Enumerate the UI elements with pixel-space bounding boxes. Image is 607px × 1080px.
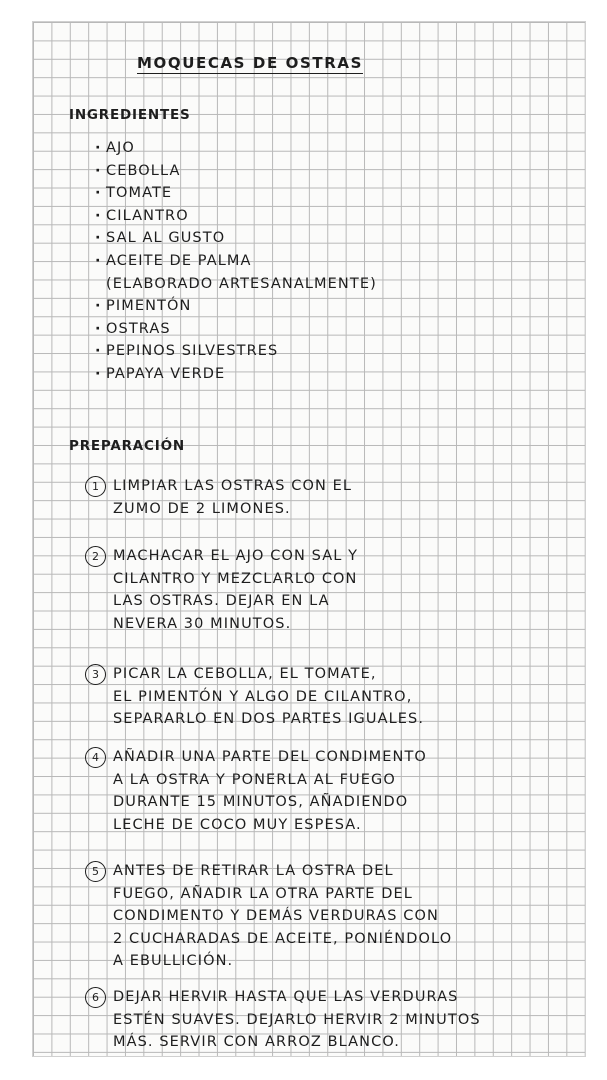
step-line: ZUMO DE 2 LIMONES. [113, 500, 291, 517]
step-line: EL PIMENTÓN Y ALGO DE CILANTRO, [113, 688, 413, 705]
step-line: SEPARARLO EN DOS PARTES IGUALES. [113, 711, 425, 728]
ingredient-item [95, 137, 377, 160]
step-number-badge: 1 [85, 476, 106, 497]
grid-paper-sheet [33, 22, 585, 1056]
ingredient-label: PAPAYA VERDE [106, 365, 226, 382]
step-line: NEVERA 30 MINUTOS. [113, 615, 292, 632]
step-line: CONDIMENTO Y DEMÁS VERDURAS CON [113, 908, 439, 925]
ingredients-list [95, 137, 377, 386]
ingredient-item [95, 205, 377, 228]
bullet-icon: · [95, 185, 102, 202]
ingredient-label: ACEITE DE PALMA [106, 252, 252, 269]
step-line: PICAR LA CEBOLLA, EL TOMATE, [113, 666, 377, 682]
recipe-title: MOQUECAS DE OSTRAS [137, 54, 363, 72]
step-line: LECHE DE COCO MUY ESPESA. [113, 816, 362, 833]
ingredient-label: SAL AL GUSTO [106, 230, 226, 247]
preparation-step [85, 746, 427, 836]
step-line: A LA OSTRA Y PONERLA AL FUEGO [113, 771, 396, 788]
ingredient-label: CILANTRO [106, 207, 189, 224]
step-line: AÑADIR UNA PARTE DEL CONDIMENTO [113, 749, 427, 765]
step-line: MACHACAR EL AJO CON SAL Y [113, 548, 359, 564]
bullet-icon: · [95, 252, 102, 269]
ingredient-item [95, 250, 377, 295]
step-line: LIMPIAR LAS OSTRAS CON EL [113, 478, 353, 494]
step-line: 2 CUCHARADAS DE ACEITE, PONIÉNDOLO [113, 930, 453, 947]
step-number-badge: 3 [85, 664, 106, 685]
ingredient-label: TOMATE [106, 185, 173, 202]
bullet-icon: · [95, 162, 102, 179]
bullet-icon: · [95, 343, 102, 360]
preparation-step [85, 663, 424, 731]
bullet-icon: · [95, 230, 102, 247]
ingredients-heading: INGREDIENTES [69, 107, 191, 123]
ingredient-item [95, 363, 377, 386]
step-number-badge: 4 [85, 747, 106, 768]
step-line: FUEGO, AÑADIR LA OTRA PARTE DEL [113, 885, 413, 902]
ingredient-item [95, 295, 377, 318]
ingredient-label: OSTRAS [106, 320, 171, 337]
step-line: ANTES DE RETIRAR LA OSTRA DEL [113, 863, 394, 879]
step-line: DURANTE 15 MINUTOS, AÑADIENDO [113, 794, 409, 811]
step-number-badge: 6 [85, 987, 106, 1008]
step-line: MÁS. SERVIR CON ARROZ BLANCO. [113, 1034, 400, 1051]
ingredient-label: CEBOLLA [106, 162, 181, 179]
bullet-icon: · [95, 298, 102, 315]
step-line: CILANTRO Y MEZCLARLO CON [113, 570, 358, 587]
ingredient-item [95, 318, 377, 341]
ingredient-item [95, 227, 377, 250]
step-line: A EBULLICIÓN. [113, 953, 234, 970]
bullet-icon: · [95, 140, 102, 156]
ingredient-item [95, 160, 377, 183]
bullet-icon: · [95, 207, 102, 224]
ingredient-item [95, 340, 377, 363]
ingredient-note: (ELABORADO ARTESANALMENTE) [106, 275, 377, 292]
step-line: ESTÉN SUAVES. DEJARLO HERVIR 2 MINUTOS [113, 1011, 481, 1028]
preparation-step [85, 986, 481, 1054]
ingredient-item [95, 182, 377, 205]
ingredient-label: PIMENTÓN [106, 298, 192, 315]
ingredient-label: PEPINOS SILVESTRES [106, 343, 279, 360]
step-number-badge: 2 [85, 546, 106, 567]
step-line: LAS OSTRAS. DEJAR EN LA [113, 593, 330, 610]
preparation-step [85, 545, 358, 635]
ingredient-label: AJO [106, 140, 135, 156]
preparation-step [85, 475, 352, 520]
preparation-heading: PREPARACIÓN [69, 438, 185, 454]
bullet-icon: · [95, 365, 102, 382]
preparation-step [85, 860, 452, 973]
step-number-badge: 5 [85, 861, 106, 882]
bullet-icon: · [95, 320, 102, 337]
step-line: DEJAR HERVIR HASTA QUE LAS VERDURAS [113, 989, 459, 1005]
